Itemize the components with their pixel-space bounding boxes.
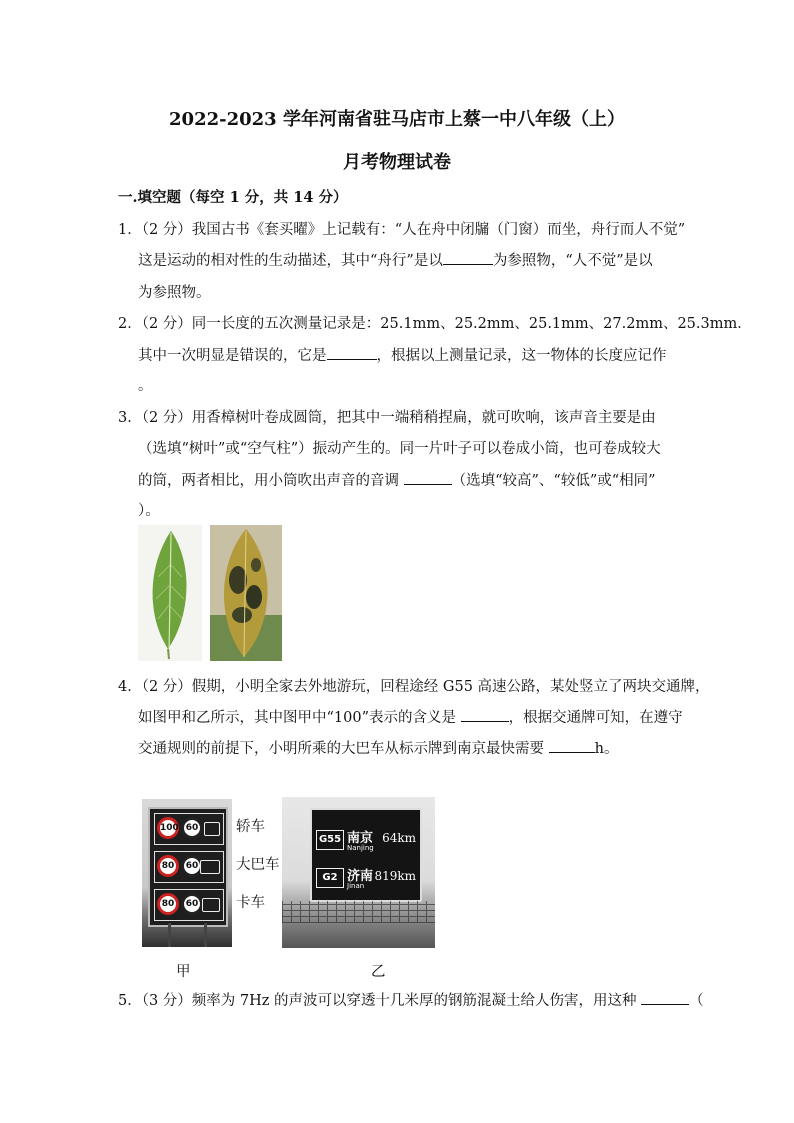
q1-blank-1[interactable] [443,250,493,265]
q1-line1: 1．（2 分）我国古书《套买曜》上记载有：“人在舟中闭牖（门窗）而坐，舟行而人不觉” [118,222,686,238]
route-badge-g55: G55 [316,830,344,850]
q3-line2: （选填“树叶”或“空气柱”）振动产生的。同一片叶子可以卷成小筒，也可卷成较大 [138,441,661,457]
page-title-line2: 月考物理试卷 [343,152,451,173]
pinyin-nanjing: Nanjing [347,844,374,852]
q2-line3: 。 [138,378,153,394]
max-speed-sign: 80 [157,893,179,915]
q1-text-b: 为参照物，“人不觉”是以 [492,253,653,269]
q1-line2 [138,249,653,270]
q4-blank-1[interactable] [461,707,509,722]
q5-text-b: （ [689,993,704,1009]
q4-line2 [138,706,683,727]
q2-text-b: ，根据以上测量记录，这一物体的长度应记作 [376,348,667,364]
q4-line1: 4．（2 分）假期，小明全家去外地游玩，回程途经 G55 高速公路，某处竖立了两块交通牌， [118,679,710,695]
city-jinan: 济南 [347,869,374,884]
q4-text-c: 交通规则的前提下，小明所乘的大巴车从标示牌到南京最快需要 [138,741,544,757]
q5-text-a: 5．（3 分）频率为 7Hz 的声波可以穿透十几米厚的钢筋混凝土给人伤害，用这种 [118,993,637,1009]
pinyin-jinan: Jinan [347,882,365,890]
q4-text-b: ，根据交通牌可知，在遵守 [508,710,683,726]
max-speed-sign: 80 [157,855,179,877]
q4-text-d: h。 [594,741,619,757]
q3-text-b: （选填“较高”、“较低”或“相同” [451,473,656,489]
fence-background [282,901,435,923]
q3-blank-1[interactable] [404,470,452,485]
city-nanjing: 南京 [347,831,374,846]
speed-limit-board [148,807,228,927]
route-badge-g2: G2 [316,868,344,888]
q4-line3 [138,737,618,758]
q3-line1: 3．（2 分）用香樟树叶卷成圆筒，把其中一端稍稍捏扁，就可吹响，该声音主要是由 [118,410,656,426]
q1-line3: 为参照物。 [138,285,211,301]
q3-text-a: 的筒，两者相比，用小筒吹出声音的音调 [138,473,399,489]
q4-text-a: 如图甲和乙所示，其中图甲中“100”表示的含义是 [138,710,456,726]
vehicle-label-bus: 大巴车 [236,857,280,873]
green-leaf-image [138,525,202,661]
distance-jinan: 819km [374,869,416,883]
speed-row-truck [154,889,224,921]
caption-b: 乙 [371,964,386,980]
max-speed-sign: 100 [157,817,179,839]
q1-text-a: 这是运动的相对性的生动描述，其中“舟行”是以 [138,253,443,269]
bus-icon [200,860,220,874]
q2-line1: 2．（2 分）同一长度的五次测量记录是：25.1mm、25.2mm、25.1mm、27.2mm、25.3mm． [118,316,752,332]
q2-text-a: 其中一次明显是错误的，它是 [138,348,327,364]
direction-sign-image [282,797,435,948]
car-icon [204,822,220,836]
page-title-line1: 2022-2023 学年河南省驻马店市上蔡一中八年级（上） [169,109,625,130]
sign-post [168,923,171,947]
q3-line3 [138,469,656,490]
speed-limit-sign-image [142,799,232,947]
truck-icon [202,898,220,912]
sign-post [204,923,207,947]
q3-line4: ）。 [138,503,160,519]
q5-blank-1[interactable] [641,990,689,1005]
caption-a: 甲 [176,964,191,980]
speed-row-bus [154,851,224,883]
distance-nanjing: 64km [382,831,416,845]
speed-row-car [154,813,224,845]
q2-blank-1[interactable] [327,345,377,360]
vehicle-label-truck: 卡车 [236,895,265,911]
section-heading: 一.填空题（每空 1 分，共 14 分） [118,189,348,206]
vehicle-label-car: 轿车 [236,819,265,835]
q5-line1 [118,989,704,1010]
min-speed-sign: 60 [181,893,203,915]
min-speed-sign: 60 [181,855,203,877]
q4-blank-2[interactable] [549,738,595,753]
q2-line2 [138,344,667,365]
min-speed-sign: 60 [181,817,203,839]
spotted-leaf-image [210,525,282,661]
direction-board [310,808,422,902]
